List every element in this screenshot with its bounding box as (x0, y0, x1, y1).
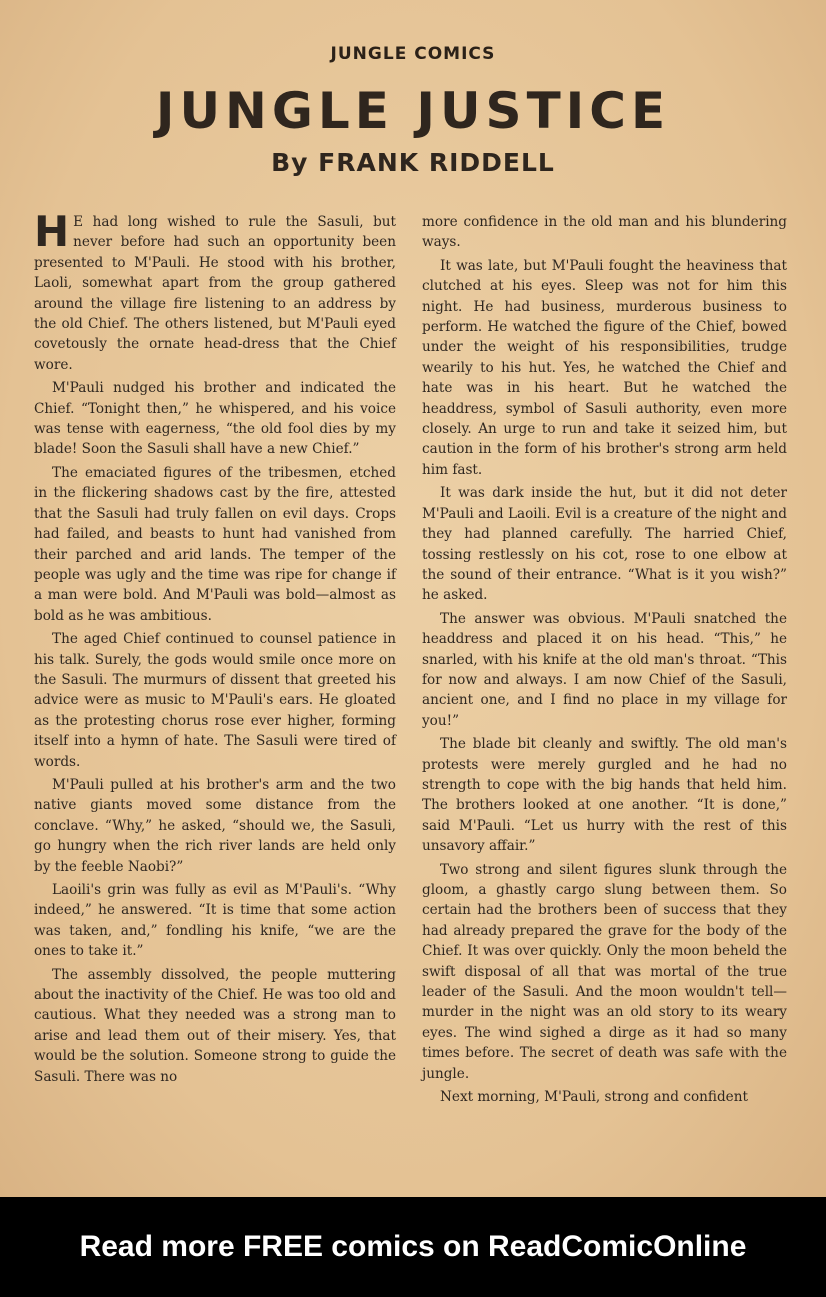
promo-banner[interactable]: Read more FREE comics on ReadComicOnline (0, 1197, 826, 1297)
paragraph: The assembly dissolved, the people muttering about the inactivity of the Chief. He was too old and cautious. What they needed was a strong man to arise and lead them out of their misery. Yes, that would be the solution. Someone strong to guide the Sasuli. There was no (34, 966, 396, 1085)
magazine-header: JUNGLE COMICS (330, 44, 496, 64)
paragraph: The emaciated figures of the tribesmen, etched in the flickering shadows cast by the fire, attested that the Sasuli had truly fallen on evil days. Crops had failed, and beasts to hunt had vanished from their parched and arid lands. The temper of the people was ugly and the time was ripe for change if a man were bold. And M'Pauli was bold—almost as bold as he was ambitious. (34, 464, 396, 624)
paragraph: The answer was obvious. M'Pauli snatched the headdress and placed it on his head. “This,” he snarled, with his knife at the old man's throat. “This for now and always. I am now Chief of the Sasuli, ancient one, and I find no place in my village for you!” (422, 610, 787, 729)
story-title: JUNGLE JUSTICE (155, 82, 671, 140)
paragraph: M'Pauli pulled at his brother's arm and the two native giants moved some distance from the conclave. “Why,” he asked, “should we, the Sasuli, go hungry when the rich river lands are held only by the feeble Naobi?” (34, 776, 396, 875)
paragraph: The aged Chief continued to counsel patience in his talk. Surely, the gods would smile once more on the Sasuli. The murmurs of dissent that greeted his advice were as music to M'Pauli's ears. He gloated as the protesting chorus rose ever higher, forming itself into a hymn of hate. The Sasuli were tired of words. (34, 631, 396, 770)
paragraph: It was late, but M'Pauli fought the heaviness that clutched at his eyes. Sleep was not for him this night. He had business, murderous business to perform. He watched the figure of the Chief, bowed under the weight of his responsibilities, trudge wearily to his hut. Yes, he watched the Chief and hate was in his heart. But he watched the headdress, symbol of Sasuli authority, even more closely. An urge to run and take it seized him, but caution in the form of his brother's strong arm held him fast. (422, 257, 787, 478)
paragraph: Next morning, M'Pauli, strong and confident (440, 1089, 748, 1106)
paragraph: It was dark inside the hut, but it did not deter M'Pauli and Laoili. Evil is a creature of the night and they had planned carefully. The harried Chief, tossing restlessly on his cot, rose to one elbow at the sound of their entrance. “What is it you wish?” he asked. (422, 485, 788, 604)
paragraph: M'Pauli nudged his brother and indicated the Chief. “Tonight then,” he whispered, and his voice was tense with eagerness, “the old fool dies by my blade! Soon the Sasuli shall have a new Chief.” (34, 380, 396, 458)
drop-cap: H (34, 207, 70, 256)
paragraph: H E had long wished to rule the Sasuli, but never before had such an opportunity been presented to M'Pauli. He stood with his brother, Laoli, somewhat apart from the group gathered around the village fire listening to an address by the old Chief. The others listened, but M'Pauli eyed covetously the ornate head-dress that the Chief wore. (34, 207, 396, 373)
paragraph: Two strong and silent figures slunk through the gloom, a ghastly cargo slung between them. So certain had the brothers been of success that they had already prepared the grave for the body of the Chief. It was over quickly. Only the moon beheld the swift disposal of all that was mortal of the true leader of the Sasuli. And the moon wouldn't tell—murder in the night was an old story to its weary eyes. The wind sighed a dirge as it had so many times before. The secret of death was safe with the jungle. (422, 861, 787, 1082)
story-byline: By FRANK RIDDELL (271, 148, 555, 177)
left-text-column (34, 207, 396, 1090)
right-text-column (422, 212, 787, 1110)
paragraph: more confidence in the old man and his blundering ways. (422, 214, 787, 251)
paragraph: The blade bit cleanly and swiftly. The old man's protests were merely gurgled and he had no strength to cope with the big hands that held him. The brothers looked at one another. “It is done,” said M'Pauli. “Let us hurry with the rest of this unsavory affair.” (422, 736, 787, 855)
paragraph: Laoili's grin was fully as evil as M'Pauli's. “Why indeed,” he answered. “It is time that some action was taken, and,” fondling his knife, “we are the ones to take it.” (34, 882, 396, 960)
